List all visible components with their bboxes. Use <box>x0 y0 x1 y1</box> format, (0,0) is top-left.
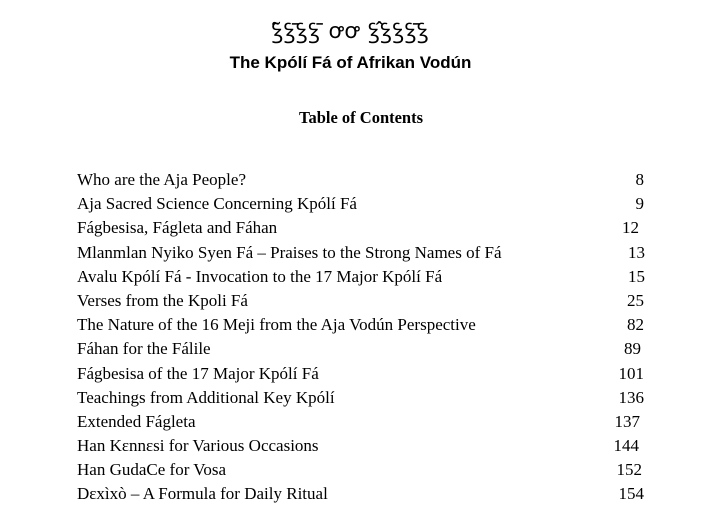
toc-row <box>77 410 647 434</box>
toc-entry-title: Fáhan for the Fálile <box>77 339 211 359</box>
toc-entry-page: 25 <box>627 290 644 310</box>
toc-entry-page: 152 <box>616 460 642 480</box>
toc-entry-page: 136 <box>618 387 644 407</box>
toc-entry-title: Fágbesisa, Fágleta and Fáhan <box>77 218 278 238</box>
toc-entry-title: Teachings from Additional Key Kpólí <box>77 387 335 407</box>
toc-row <box>77 482 647 506</box>
toc-heading: Table of Contents <box>298 108 424 127</box>
toc-row <box>77 458 647 482</box>
toc-row <box>77 168 647 192</box>
toc-entry-title: The Nature of the 16 Meji from the Aja Vodún Perspective <box>77 315 476 335</box>
toc-entry-page: 13 <box>628 242 645 262</box>
toc-entry-title: Fágbesisa of the 17 Major Kpólí Fá <box>77 363 319 383</box>
toc-entry-page: 12 <box>622 218 639 238</box>
toc-entry-title: Who are the Aja People? <box>77 170 246 189</box>
toc-row <box>77 216 647 240</box>
toc-row <box>77 434 647 458</box>
toc-list <box>77 168 647 507</box>
toc-entry-title: Extended Fágleta <box>77 411 196 431</box>
toc-row <box>77 386 647 410</box>
toc-entry-title: Aja Sacred Science Concerning Kpólí Fá <box>77 194 357 214</box>
toc-entry-page: 15 <box>628 266 645 286</box>
toc-entry-page: 154 <box>618 484 644 504</box>
toc-entry-title: Han GudaCe for Vosa <box>77 460 227 480</box>
toc-entry-title: Avalu Kpólí Fá - Invocation to the 17 Major Kpólí Fá <box>77 266 443 286</box>
toc-entry-title: Dɛxìxò – A Formula for Daily Ritual <box>77 484 328 504</box>
toc-row <box>77 192 647 216</box>
toc-row <box>77 265 647 289</box>
toc-entry-page: 144 <box>613 436 639 456</box>
toc-entry-page: 8 <box>635 170 644 189</box>
page-title: The Kpólí Fá of Afrikan Vodún <box>229 53 472 72</box>
toc-entry-title: Han Kɛnnɛsi for Various Occasions <box>77 436 319 456</box>
toc-row <box>77 313 647 337</box>
toc-entry-title: Mlanmlan Nyiko Syen Fá – Praises to the Strong Names of Fá <box>77 242 502 262</box>
toc-entry-page: 137 <box>614 411 640 431</box>
toc-row <box>77 362 647 386</box>
toc-entry-title: Verses from the Kpoli Fá <box>77 290 248 310</box>
toc-entry-page: 9 <box>635 194 644 214</box>
toc-entry-page: 101 <box>618 363 644 383</box>
toc-row <box>77 337 647 361</box>
script-title: ꝣ̃ꝣ̄ꝣꝣ̄ ꝍꝍ ꝣ̂ꝣꝣꝣ̄ꝣ <box>271 19 430 44</box>
toc-entry-page: 89 <box>624 339 641 359</box>
toc-row <box>77 241 647 265</box>
toc-row <box>77 289 647 313</box>
toc-entry-page: 82 <box>627 315 644 335</box>
